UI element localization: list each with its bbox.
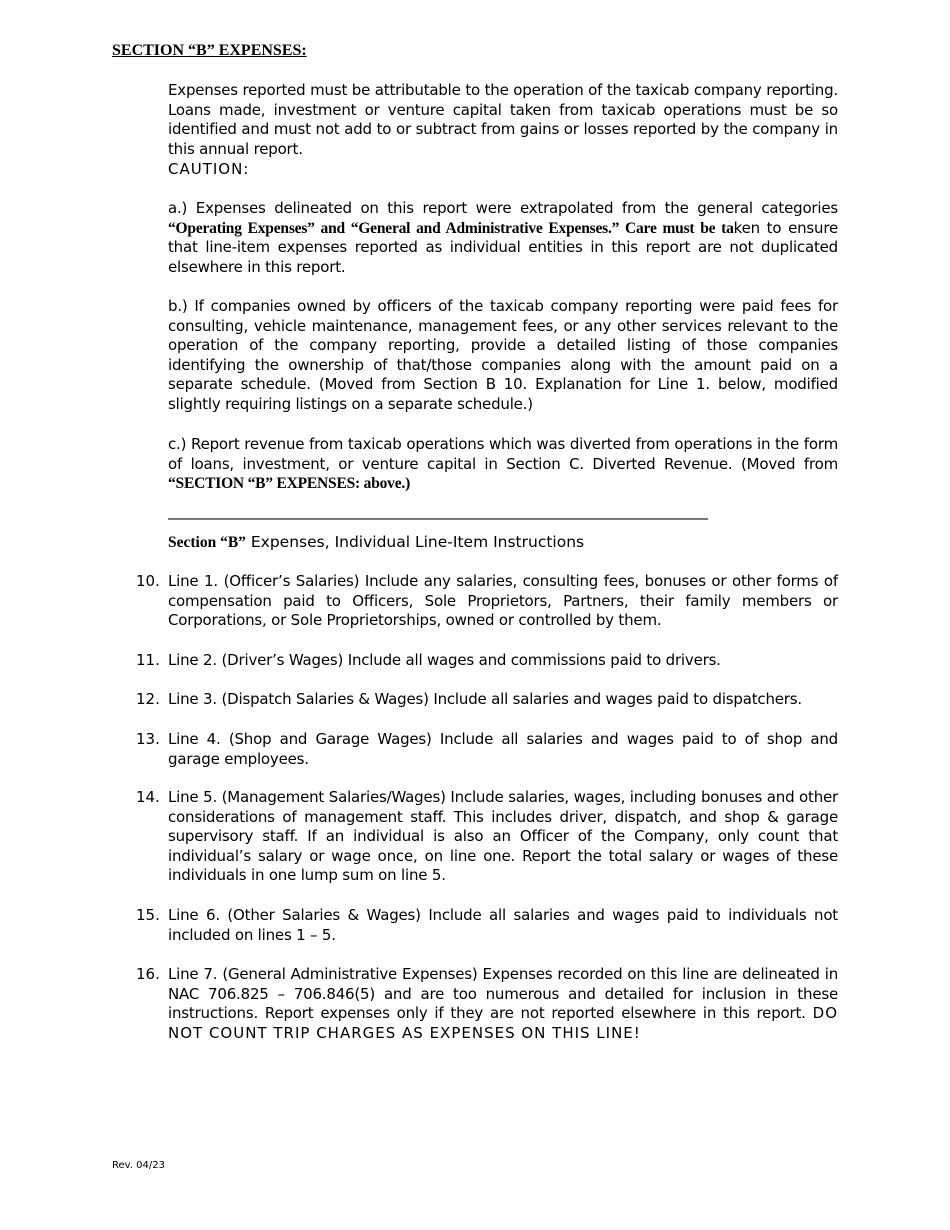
caution-a-lead: a.) Expenses delineated on this report were extrapolated from the general categories [168, 199, 838, 217]
divider-line: ________________________________________________________________________ [168, 502, 708, 520]
list-item-number: 11. [136, 651, 160, 669]
caution-c-lead: c.) Report revenue from taxicab operations which was diverted from operations in the form of loans, investment, or venture capital in Section C. Diverted Revenue. (Moved from [168, 435, 838, 473]
caution-a-rest: ken to ensure that line-item expenses reported as individual entities in this report are not duplicated elsewhere in this report. [168, 218, 838, 276]
list-item-text: Line 2. (Driver’s Wages) Include all wages and commissions paid to drivers. [168, 651, 721, 669]
list-item-number: 12. [136, 690, 160, 708]
list-item-text: Line 1. (Officer’s Salaries) Include any salaries, consulting fees, bonuses or other forms of compensation paid to Officers, Sole Proprietors, Partners, their family members or Corporations, or Sole Proprietorships, owned or controlled by them. [168, 572, 838, 630]
list-item-warning: DO NOT COUNT TRIP CHARGES AS EXPENSES ON THIS LINE! [168, 1004, 838, 1042]
list-item-number: 14. [136, 788, 160, 806]
intro-paragraph: Expenses reported must be attributable to the operation of the taxicab company reporting. Loans made, investment or venture capital taken from taxicab operations must be so identified and must not add to or subtract from gains or losses reported by the company in this annual report. [168, 81, 838, 158]
caution-b-paragraph: b.) If companies owned by officers of the taxicab company reporting were paid fees for consulting, vehicle maintenance, management fees, or any other services relevant to the operation of the company reporting, provide a detailed listing of those companies identifying the ownership of that/those companies along with the amount paid on a separate schedule. (Moved from Section B 10. Explanation for Line 1. below, modified slightly requiring listings on a separate schedule.) [168, 297, 838, 413]
list-item-text: Line 3. (Dispatch Salaries & Wages) Include all salaries and wages paid to dispatchers. [168, 690, 802, 708]
caution-c-paragraph [168, 435, 838, 494]
list-item-text: Line 6. (Other Salaries & Wages) Include all salaries and wages paid to individuals not included on lines 1 – 5. [168, 906, 838, 944]
list-item-number: 15. [136, 906, 160, 924]
caution-label: CAUTION: [168, 160, 250, 178]
caution-a-bold: “Operating Expenses” and “General and Administrative Expenses.” Care must be ta [168, 219, 734, 237]
instructions-heading-rest: Expenses, Individual Line-Item Instructions [245, 533, 585, 551]
caution-c-bold: “SECTION “B” EXPENSES: above.) [168, 475, 411, 493]
revision-footer: Rev. 04/23 [112, 1160, 165, 1171]
list-item-number: 16. [136, 965, 160, 983]
section-title: SECTION “B” EXPENSES: [112, 42, 307, 59]
list-item-text: Line 4. (Shop and Garage Wages) Include all salaries and wages paid to of shop and garage employees. [168, 730, 838, 768]
instructions-heading [168, 533, 584, 552]
list-item-number: 13. [136, 730, 160, 748]
caution-a-paragraph [168, 199, 838, 277]
list-item-text [168, 965, 838, 1043]
list-item-text: Line 5. (Management Salaries/Wages) Include salaries, wages, including bonuses and other considerations of management staff. This includes driver, dispatch, and shop & garage supervisory staff. If an individual is also an Officer of the Company, only count that individual’s salary or wage once, on line one. Report the total salary or wages of these individuals in one lump sum on line 5. [168, 788, 838, 885]
list-item-number: 10. [136, 572, 160, 590]
list-item-text-main: Line 7. (General Administrative Expenses) Expenses recorded on this line are delineated in NAC 706.825 – 706.846(5) and are too numerous and detailed for inclusion in these instructions. Report expenses only if they are not reported elsewhere in this report. [168, 965, 838, 1023]
instructions-heading-bold: Section “B” [168, 534, 246, 551]
